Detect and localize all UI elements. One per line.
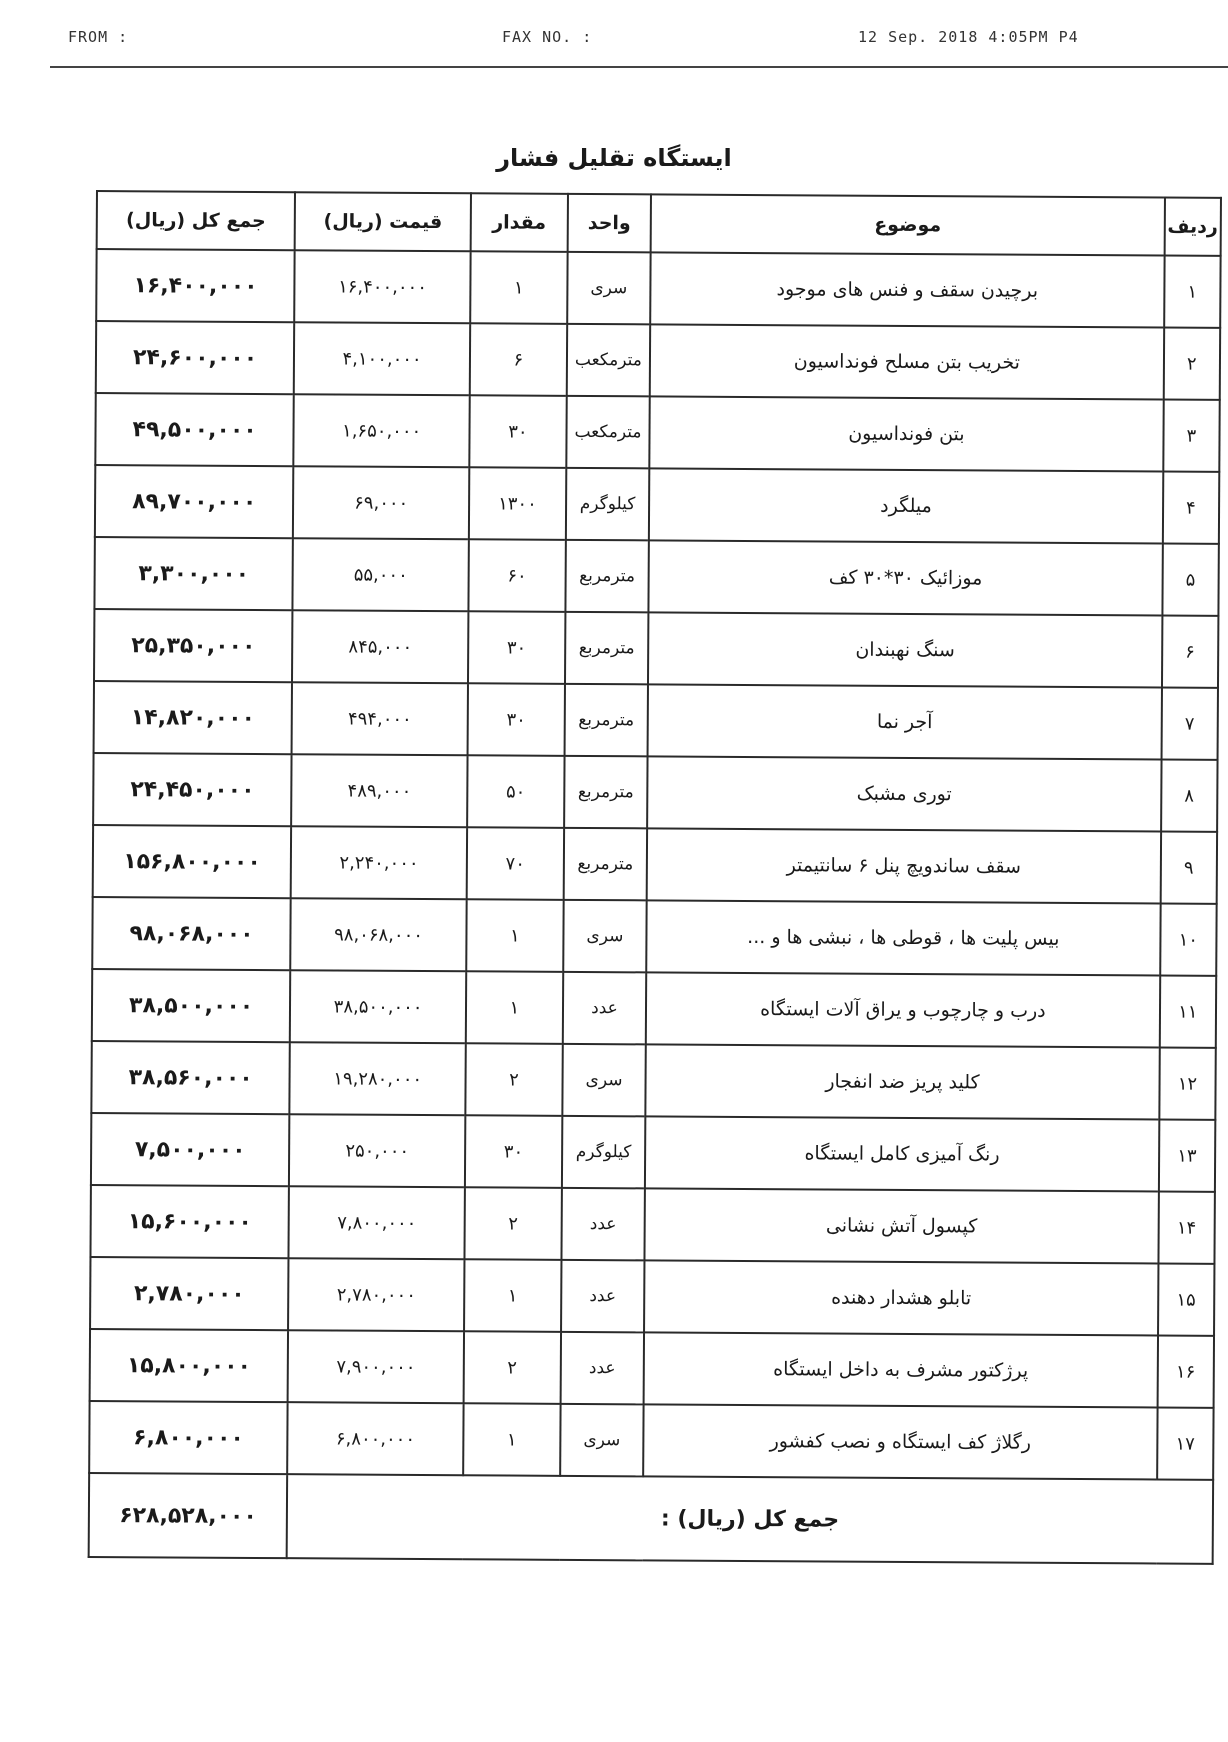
table-row [94, 681, 1218, 760]
cell-unit: سری [563, 900, 647, 973]
table-row [95, 465, 1219, 544]
header-unit-price: قیمت (ریال) [295, 192, 471, 251]
cell-unit-price: ۷,۹۰۰,۰۰۰ [288, 1330, 464, 1403]
cell-unit-price: ۳۸,۵۰۰,۰۰۰ [290, 970, 466, 1043]
cell-quantity: ۳۰ [469, 395, 566, 468]
cell-total: ۸۹,۷۰۰,۰۰۰ [95, 465, 294, 538]
fax-header-rule [50, 66, 1228, 68]
table-row [92, 969, 1216, 1048]
cell-unit: مترمکعب [566, 396, 650, 469]
cell-total: ۱۴,۸۲۰,۰۰۰ [94, 681, 293, 754]
cell-quantity: ۳۰ [468, 683, 565, 756]
cell-unit: سری [560, 1404, 644, 1477]
table-row [91, 1113, 1215, 1192]
cell-subject: بیس پلیت ها ، قوطی ها ، نبشی ها و ... [646, 900, 1160, 975]
cell-row-number: ۴ [1163, 472, 1220, 544]
fax-from-label: FROM : [68, 28, 129, 46]
header-total: جمع کل (ریال) [97, 191, 296, 250]
table-row [94, 537, 1218, 616]
cell-total: ۳۸,۵۰۰,۰۰۰ [92, 969, 291, 1042]
cost-table-wrapper [88, 190, 1222, 1565]
cell-unit-price: ۱۹,۲۸۰,۰۰۰ [290, 1042, 466, 1115]
table-row [96, 249, 1220, 328]
cell-row-number: ۱۱ [1159, 976, 1216, 1048]
cell-quantity: ۵۰ [467, 755, 564, 828]
table-row [90, 1257, 1214, 1336]
fax-number-label: FAX NO. : [502, 28, 593, 46]
cell-subject: رگلاژ کف ایستگاه و نصب کفشور [643, 1404, 1157, 1479]
table-row [93, 825, 1217, 904]
table-row [93, 753, 1217, 832]
table-row [89, 1401, 1213, 1480]
cell-row-number: ۳ [1163, 400, 1220, 472]
cell-unit: عدد [561, 1188, 645, 1261]
cell-unit: سری [562, 1044, 646, 1117]
cell-quantity: ۱ [466, 899, 563, 972]
cell-total: ۴۹,۵۰۰,۰۰۰ [95, 393, 294, 466]
cell-row-number: ۱۲ [1159, 1048, 1216, 1120]
grand-total-row [89, 1473, 1213, 1564]
cell-row-number: ۱۷ [1157, 1408, 1214, 1480]
cost-table [88, 190, 1222, 1565]
cell-subject: میلگرد [649, 468, 1163, 543]
cell-unit: کیلوگرم [566, 468, 650, 541]
cell-quantity: ۱ [463, 1403, 560, 1476]
cell-subject: درب و چارچوب و یراق آلات ایستگاه [646, 972, 1160, 1047]
cell-unit: مترمربع [563, 828, 647, 901]
cell-unit: مترمربع [564, 756, 648, 829]
cell-quantity: ۲ [465, 1043, 562, 1116]
cell-subject: توری مشبک [647, 756, 1161, 831]
table-row [90, 1329, 1214, 1408]
cell-row-number: ۱۳ [1159, 1120, 1216, 1192]
cell-unit-price: ۱,۶۵۰,۰۰۰ [294, 394, 470, 467]
cell-row-number: ۷ [1161, 688, 1218, 760]
grand-total-value: ۶۲۸,۵۲۸,۰۰۰ [89, 1473, 288, 1558]
cell-total: ۶,۸۰۰,۰۰۰ [89, 1401, 288, 1474]
cell-unit-price: ۴۸۹,۰۰۰ [291, 754, 467, 827]
table-row [96, 321, 1220, 400]
cell-unit-price: ۸۴۵,۰۰۰ [292, 610, 468, 683]
cell-quantity: ۱۳۰۰ [469, 467, 566, 540]
cell-row-number: ۱۰ [1160, 904, 1217, 976]
cell-row-number: ۲ [1163, 328, 1220, 400]
cell-unit: سری [567, 252, 651, 325]
cell-subject: رنگ آمیزی کامل ایستگاه [645, 1116, 1159, 1191]
cell-total: ۱۵,۶۰۰,۰۰۰ [90, 1185, 289, 1258]
table-row [94, 609, 1218, 688]
cell-unit-price: ۲,۲۴۰,۰۰۰ [291, 826, 467, 899]
fax-header [0, 28, 1228, 52]
cell-quantity: ۷۰ [467, 827, 564, 900]
cell-total: ۱۵,۸۰۰,۰۰۰ [90, 1329, 289, 1402]
table-header-row [97, 191, 1221, 256]
cell-total: ۲,۷۸۰,۰۰۰ [90, 1257, 289, 1330]
table-row [92, 897, 1216, 976]
cell-row-number: ۱۴ [1158, 1192, 1215, 1264]
cell-subject: کلید پریز ضد انفجار [645, 1044, 1159, 1119]
cell-unit-price: ۱۶,۴۰۰,۰۰۰ [294, 250, 470, 323]
cell-row-number: ۹ [1160, 832, 1217, 904]
cell-subject: تابلو هشدار دهنده [644, 1260, 1158, 1335]
cell-unit-price: ۶۹,۰۰۰ [293, 466, 469, 539]
cell-unit: مترمربع [565, 540, 649, 613]
fax-date-time-page: 12 Sep. 2018 4:05PM P4 [858, 28, 1079, 46]
cell-total: ۲۴,۴۵۰,۰۰۰ [93, 753, 292, 826]
cell-unit-price: ۵۵,۰۰۰ [293, 538, 469, 611]
cell-quantity: ۱ [466, 971, 563, 1044]
cell-quantity: ۱ [470, 251, 567, 324]
cell-total: ۳,۳۰۰,۰۰۰ [94, 537, 293, 610]
cell-unit-price: ۶,۸۰۰,۰۰۰ [287, 1402, 463, 1475]
cell-subject: موزائیک ۳۰*۳۰ کف [649, 540, 1163, 615]
cell-unit: کیلوگرم [562, 1116, 646, 1189]
cell-unit: مترمربع [565, 612, 649, 685]
table-row [91, 1041, 1215, 1120]
cell-subject: سقف ساندویچ پنل ۶ سانتیمتر [647, 828, 1161, 903]
header-subject: موضوع [651, 194, 1165, 255]
cell-quantity: ۶۰ [468, 539, 565, 612]
header-unit: واحد [567, 194, 651, 253]
cell-row-number: ۱۶ [1157, 1336, 1214, 1408]
cell-total: ۱۶,۴۰۰,۰۰۰ [96, 249, 295, 322]
cell-subject: برچیدن سقف و فنس های موجود [650, 252, 1164, 327]
cell-unit-price: ۴۹۴,۰۰۰ [292, 682, 468, 755]
cell-unit-price: ۹۸,۰۶۸,۰۰۰ [291, 898, 467, 971]
cell-total: ۷,۵۰۰,۰۰۰ [91, 1113, 290, 1186]
cell-total: ۳۸,۵۶۰,۰۰۰ [91, 1041, 290, 1114]
cell-unit-price: ۴,۱۰۰,۰۰۰ [294, 322, 470, 395]
cell-subject: آجر نما [648, 684, 1162, 759]
grand-total-label: جمع کل (ریال) : [287, 1474, 1213, 1564]
cell-total: ۹۸,۰۶۸,۰۰۰ [92, 897, 291, 970]
cell-quantity: ۳۰ [465, 1115, 562, 1188]
cell-quantity: ۱ [464, 1259, 561, 1332]
cell-row-number: ۶ [1162, 616, 1219, 688]
cell-total: ۲۴,۶۰۰,۰۰۰ [96, 321, 295, 394]
table-row [95, 393, 1219, 472]
cell-unit: مترمربع [564, 684, 648, 757]
cell-quantity: ۲ [464, 1331, 561, 1404]
cell-subject: سنگ نهبندان [648, 612, 1162, 687]
cell-subject: بتن فونداسیون [649, 396, 1163, 471]
cell-subject: پرژکتور مشرف به داخل ایستگاه [644, 1332, 1158, 1407]
cell-subject: کپسول آتش نشانی [645, 1188, 1159, 1263]
cell-unit-price: ۲۵۰,۰۰۰ [289, 1114, 465, 1187]
cell-row-number: ۱ [1164, 256, 1221, 328]
cell-unit-price: ۷,۸۰۰,۰۰۰ [289, 1186, 465, 1259]
table-body [89, 249, 1220, 1480]
header-quantity: مقدار [471, 193, 568, 252]
table-row [90, 1185, 1214, 1264]
cell-unit: عدد [561, 1260, 645, 1333]
cell-total: ۱۵۶,۸۰۰,۰۰۰ [93, 825, 292, 898]
cell-unit: عدد [563, 972, 647, 1045]
cell-row-number: ۸ [1161, 760, 1218, 832]
cell-quantity: ۲ [464, 1187, 561, 1260]
cell-unit: مترمکعب [567, 324, 651, 397]
cell-total: ۲۵,۳۵۰,۰۰۰ [94, 609, 293, 682]
cell-subject: تخریب بتن مسلح فونداسیون [650, 324, 1164, 399]
header-row-number: ردیف [1164, 198, 1221, 256]
cell-unit: عدد [560, 1332, 644, 1405]
cell-row-number: ۵ [1162, 544, 1219, 616]
cell-quantity: ۶ [470, 323, 567, 396]
cell-unit-price: ۲,۷۸۰,۰۰۰ [288, 1258, 464, 1331]
cell-row-number: ۱۵ [1158, 1264, 1215, 1336]
document-title: ایستگاه تقلیل فشار [496, 144, 732, 172]
cell-quantity: ۳۰ [468, 611, 565, 684]
